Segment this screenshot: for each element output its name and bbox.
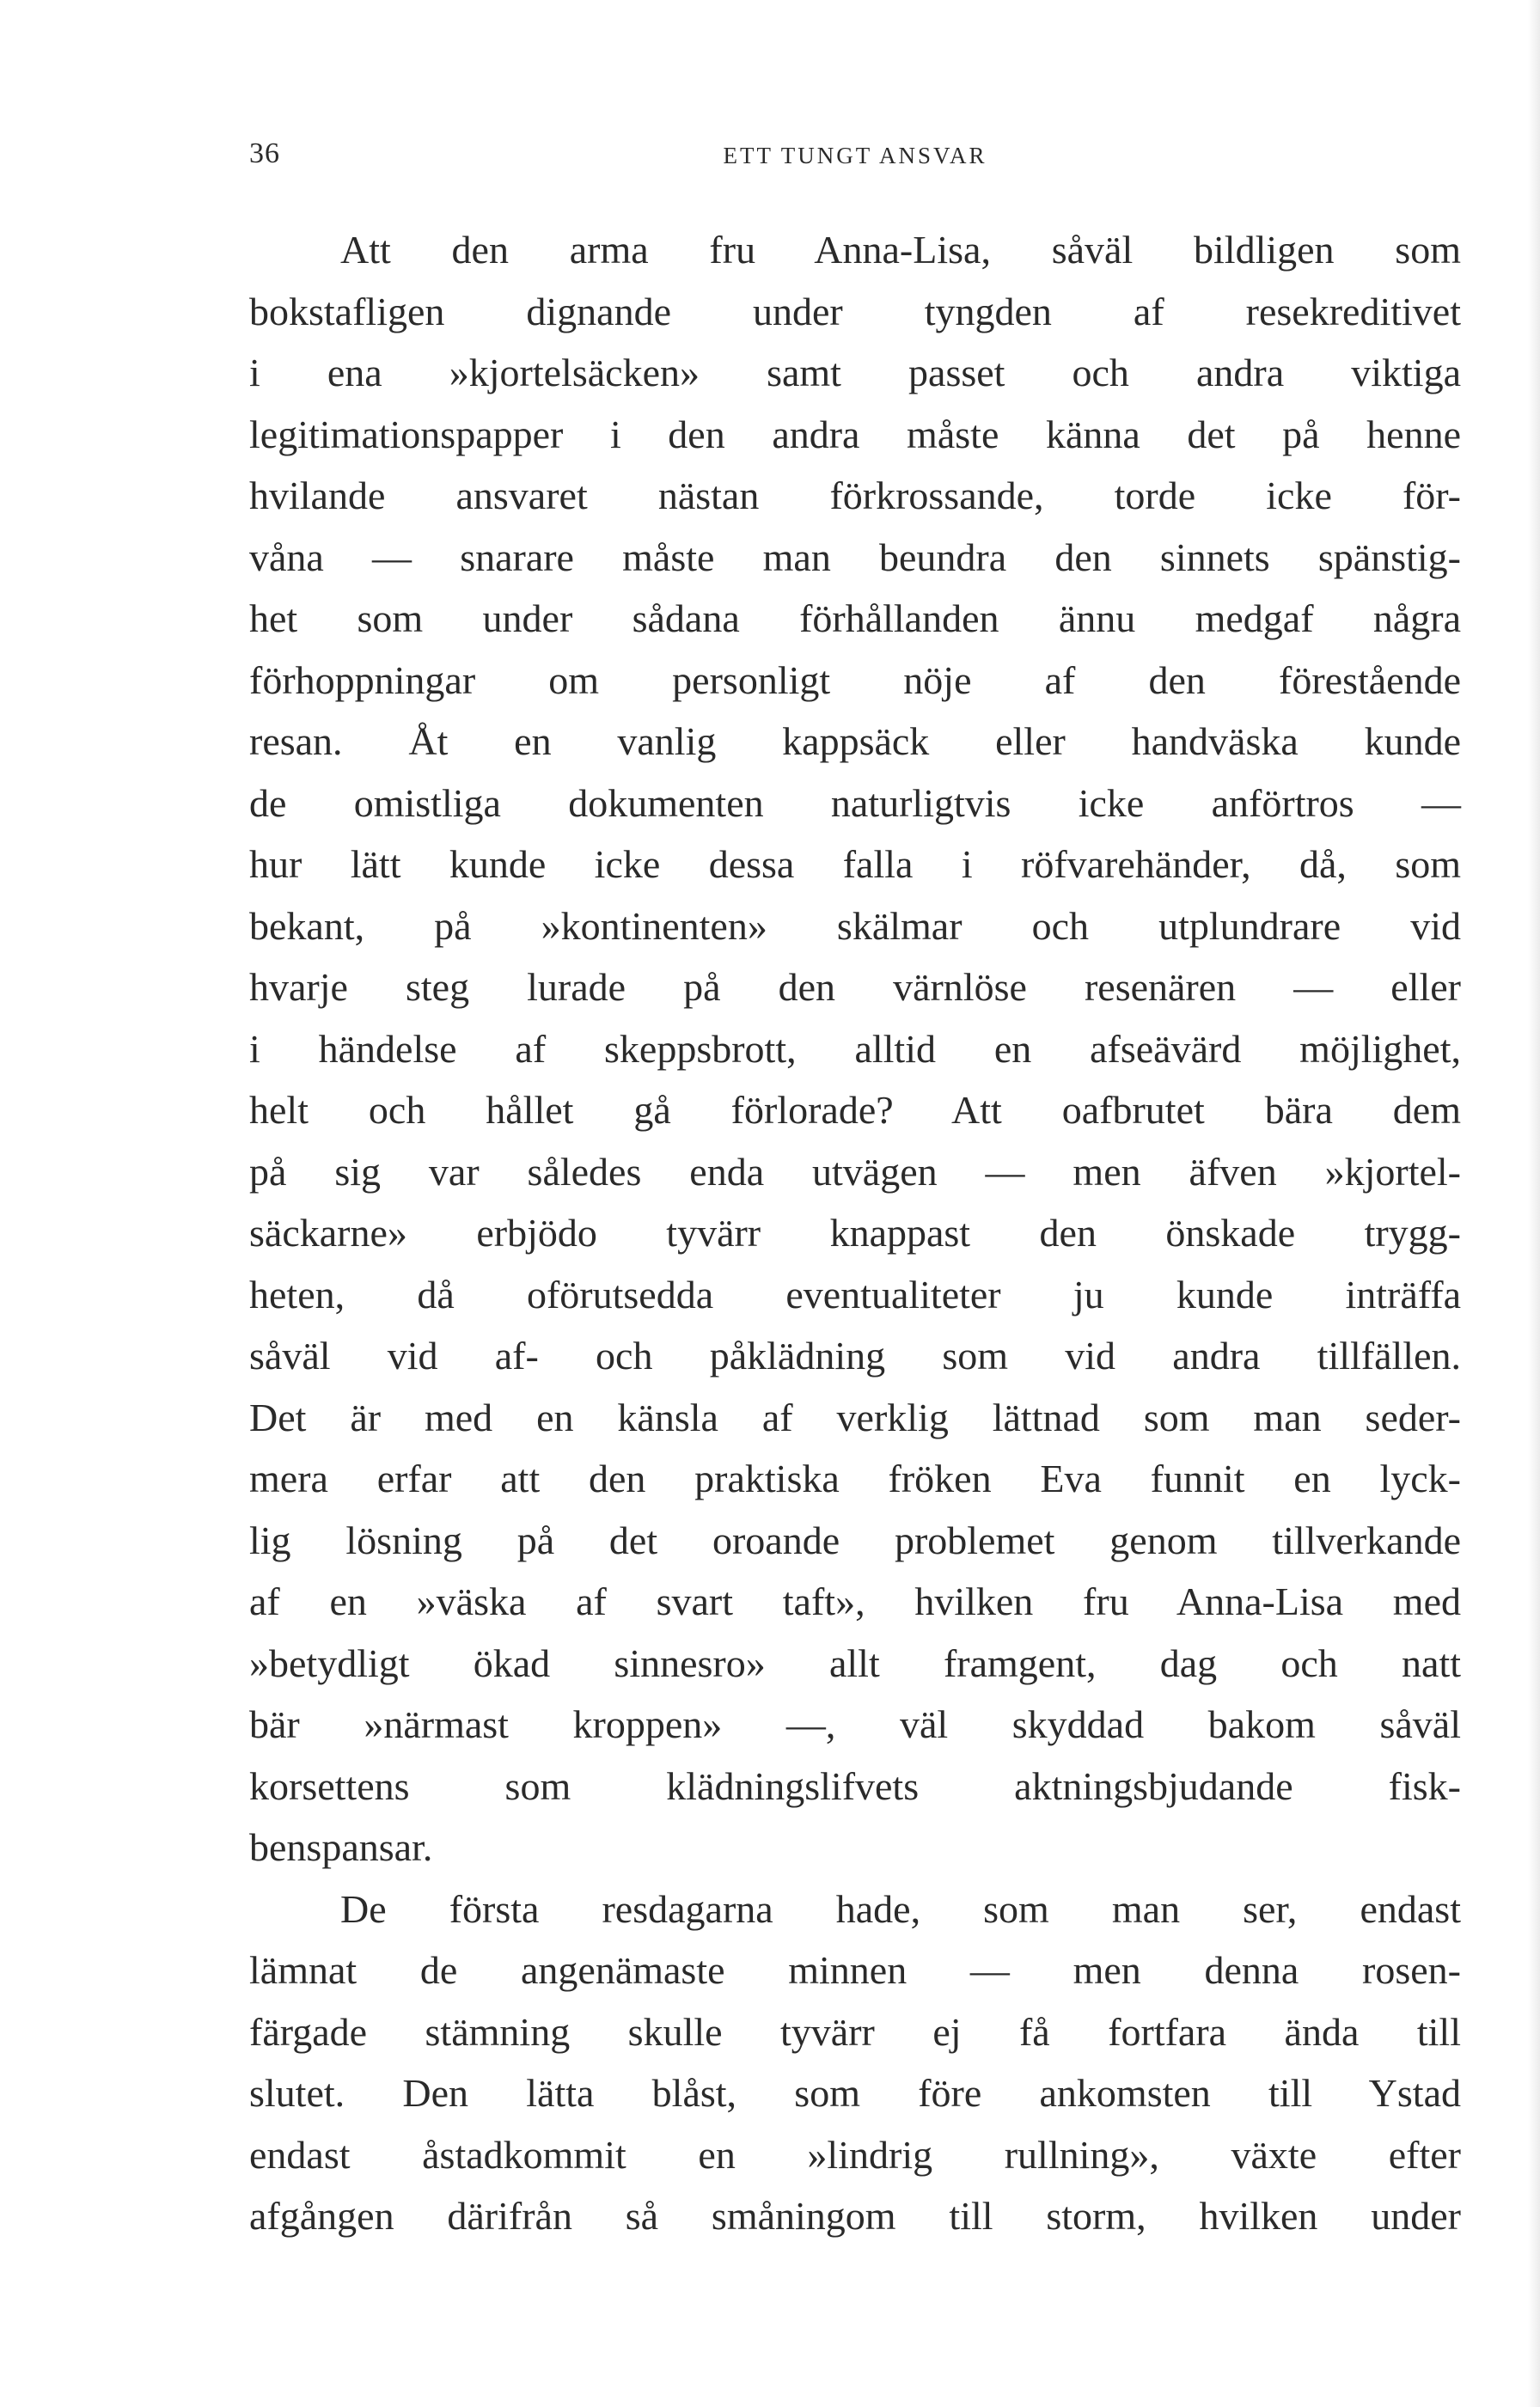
text-line: benspansar. [249, 1825, 433, 1869]
text-line: på sig var således enda utvägen — men äfven »kjortel- [249, 1149, 1461, 1194]
running-title: ETT TUNGT ANSVAR [723, 143, 987, 168]
text-line: hvilande ansvaret nästan förkrossande, torde icke för- [249, 473, 1461, 517]
text-line: endast åstadkommit en »lindrig rullning», växte efter [249, 2132, 1461, 2177]
text-line: »betydligt ökad sinnesro» allt framgent, dag och natt [249, 1640, 1461, 1685]
text-line: slutet. Den lätta blåst, som före ankomsten till Ystad [249, 2071, 1461, 2115]
text-line: legitimationspapper i den andra måste känna det på henne [249, 412, 1461, 456]
text-line: bokstafligen dignande under tyngden af resekreditivet [249, 289, 1461, 333]
text-line: färgade stämning skulle tyvärr ej få fortfara ända till [249, 2009, 1461, 2054]
text-line: Att den arma fru Anna-Lisa, såväl bildligen som [340, 228, 1461, 272]
page-header [249, 137, 1461, 172]
page-edge-shadow [1528, 0, 1540, 2407]
text-line: af en »väska af svart taft», hvilken fru Anna-Lisa med [249, 1579, 1461, 1623]
text-line: mera erfar att den praktiska fröken Eva funnit en lyck- [249, 1457, 1461, 1500]
text-line: våna — snarare måste man beundra den sinnets spänstig- [249, 535, 1461, 579]
text-line: säckarne» erbjödo tyvärr knappast den önskade trygg- [249, 1211, 1461, 1255]
text-line: i händelse af skeppsbrott, alltid en afseävärd möjlighet, [249, 1026, 1461, 1071]
text-line: de omistliga dokumenten naturligtvis icke anförtros — [249, 780, 1461, 825]
text-line: bekant, på »kontinenten» skälmar och utplundrare vid [249, 903, 1461, 948]
text-line: lig lösning på det oroande problemet genom tillverkande [249, 1518, 1461, 1562]
text-line: Det är med en känsla af verklig lättnad som man seder- [249, 1395, 1461, 1439]
text-line: lämnat de angenämaste minnen — men denna rosen- [249, 1948, 1461, 1992]
text-line: afgången därifrån så småningom till storm, hvilken under [249, 2194, 1461, 2238]
text-line: förhoppningar om personligt nöje af den förestående [249, 657, 1461, 702]
text-line: i ena »kjortelsäcken» samt passet och andra viktiga [249, 351, 1461, 394]
text-line: heten, då oförutsedda eventualiteter ju kunde inträffa [249, 1272, 1461, 1317]
text-line: såväl vid af- och påklädning som vid andra tillfällen. [249, 1334, 1461, 1378]
text-line: bär »närmast kroppen» —, väl skyddad bakom såväl [249, 1702, 1461, 1746]
text-line: hur lätt kunde icke dessa falla i röfvarehänder, då, som [249, 842, 1461, 886]
body-text [249, 219, 1461, 2247]
text-line: korsettens som klädningslifvets aktningsbjudande fisk- [249, 1763, 1461, 1808]
page-number: 36 [249, 137, 280, 169]
text-line: het som under sådana förhållanden ännu medgaf några [249, 596, 1461, 640]
text-line: hvarje steg lurade på den värnlöse resenären — eller [249, 965, 1461, 1009]
text-line: De första resdagarna hade, som man ser, endast [340, 1886, 1461, 1931]
text-line: helt och hållet gå förlorade? Att oafbrutet bära dem [249, 1088, 1461, 1132]
text-line: resan. Åt en vanlig kappsäck eller handväska kunde [249, 719, 1461, 763]
